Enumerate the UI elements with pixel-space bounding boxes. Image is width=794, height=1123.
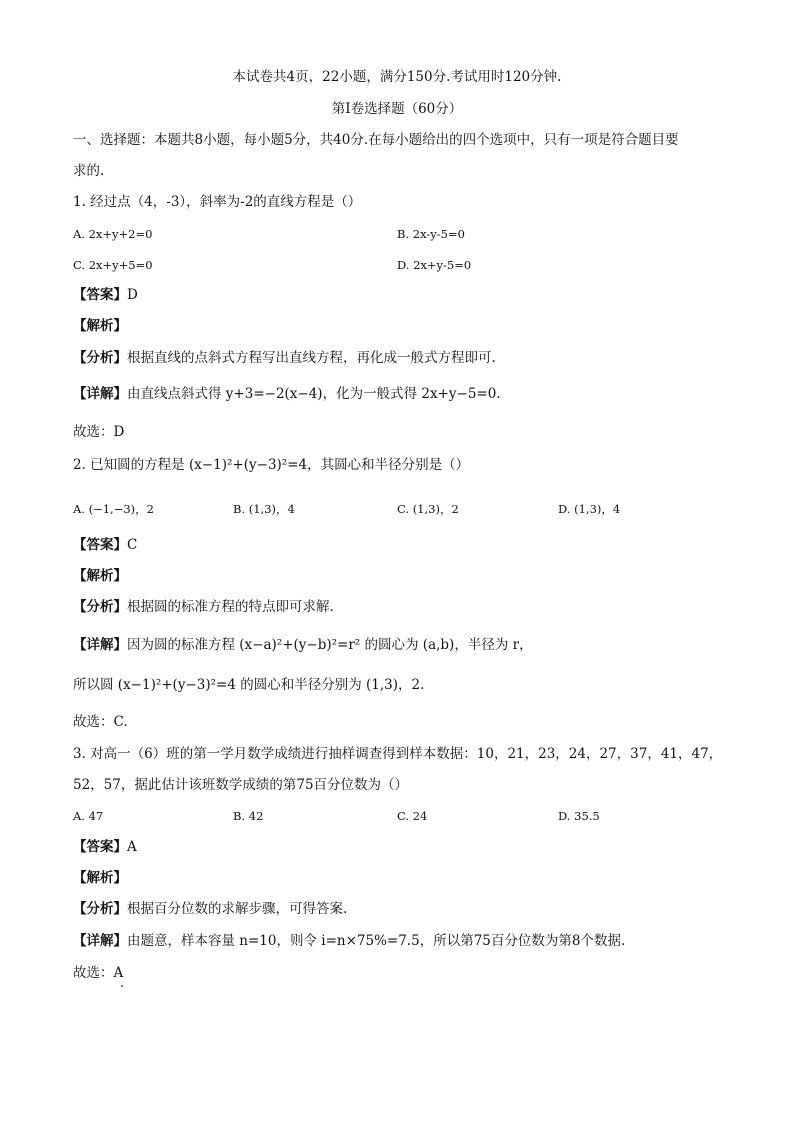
q3-answer: A	[127, 839, 137, 855]
q2-analysis-heading: 【解析】	[73, 568, 127, 584]
q2-detail-text: 因为圆的标准方程 (x−a)²+(y−b)²=r² 的圆心为 (a,b)，半径为 r，	[127, 637, 533, 653]
question-1-stem: 1. 经过点（4，-3），斜率为-2的直线方程是（）	[73, 194, 362, 210]
q3-option-c: C. 24	[397, 809, 428, 823]
q2-analysis-row: 【分析】根据圆的标准方程的特点即可求解.	[73, 599, 334, 615]
q1-analysis-heading: 【解析】	[73, 318, 127, 334]
section-instructions-cont: 求的.	[73, 163, 105, 179]
q2-answer: C	[127, 537, 138, 553]
q3-analysis-heading: 【解析】	[73, 870, 127, 886]
q3-option-b: B. 42	[233, 809, 264, 823]
answer-tag: 【答案】	[73, 287, 127, 303]
q1-analysis-text: 根据直线的点斜式方程写出直线方程，再化成一般式方程即可.	[127, 350, 496, 366]
q1-option-d: D. 2x+y-5=0	[397, 258, 472, 272]
q2-option-d: D. (1,3)，4	[558, 502, 621, 516]
q2-option-c: C. (1,3)，2	[397, 502, 459, 516]
part-title: 第Ⅰ卷选择题（60分）	[331, 101, 463, 117]
q3-detail-text: 由题意，样本容量 n=10，则令 i=n×75%=7.5，所以第75百分位数为第8个数据.	[127, 933, 626, 949]
section-instructions: 一、选择题：本题共8小题，每小题5分，共40分.在每小题给出的四个选项中，只有一项是符合题目要	[73, 132, 679, 148]
q2-option-b: B. (1,3)，4	[233, 502, 295, 516]
q2-detail-row-2: 所以圆 (x−1)²+(y−3)²=4 的圆心和半径分别为 (1,3)，2.	[73, 677, 425, 693]
q3-analysis-text: 根据百分位数的求解步骤，可得答案.	[127, 901, 348, 917]
q3-option-d: D. 35.5	[558, 809, 600, 823]
exam-intro: 本试卷共4页，22小题，满分150分.考试用时120分钟.	[232, 69, 562, 85]
q1-detail-text: 由直线点斜式得 y+3=−2(x−4)，化为一般式得 2x+y−5=0.	[127, 386, 501, 402]
q2-option-a: A. (−1,−3)，2	[73, 502, 154, 516]
q2-choose: 故选：C.	[73, 714, 128, 730]
question-2-stem: 2. 已知圆的方程是 (x−1)²+(y−3)²=4，其圆心和半径分别是（）	[73, 457, 470, 473]
q3-choose: 故选：A	[73, 965, 124, 981]
q1-option-c: C. 2x+y+5=0	[73, 258, 153, 272]
q1-detail-row: 【详解】由直线点斜式得 y+3=−2(x−4)，化为一般式得 2x+y−5=0.	[73, 386, 501, 402]
q1-answer-row	[73, 286, 138, 304]
q1-option-b: B. 2x-y-5=0	[397, 227, 465, 241]
q2-answer-row: 【答案】C	[73, 537, 138, 553]
stray-dot	[121, 985, 123, 987]
question-3-stem-cont: 52，57，据此估计该班数学成绩的第75百分位数为（）	[73, 777, 409, 793]
q1-option-a: A. 2x+y+2=0	[73, 227, 153, 241]
q3-option-a: A. 47	[73, 809, 104, 823]
q2-analysis-text: 根据圆的标准方程的特点即可求解.	[127, 599, 334, 615]
q1-answer: D	[127, 287, 138, 303]
question-3-stem: 3. 对高一（6）班的第一学月数学成绩进行抽样调查得到样本数据：10，21，23，24，27，37，41，47，	[73, 746, 723, 762]
q3-detail-row: 【详解】由题意，样本容量 n=10，则令 i=n×75%=7.5，所以第75百分位数为第8个数据.	[73, 933, 626, 949]
q1-analysis-row: 【分析】根据直线的点斜式方程写出直线方程，再化成一般式方程即可.	[73, 350, 496, 366]
q3-analysis-row: 【分析】根据百分位数的求解步骤，可得答案.	[73, 901, 348, 917]
q1-choose: 故选：D	[73, 424, 125, 440]
q3-answer-row: 【答案】A	[73, 839, 137, 855]
q2-detail-row: 【详解】因为圆的标准方程 (x−a)²+(y−b)²=r² 的圆心为 (a,b)，半径为 r，	[73, 637, 533, 653]
